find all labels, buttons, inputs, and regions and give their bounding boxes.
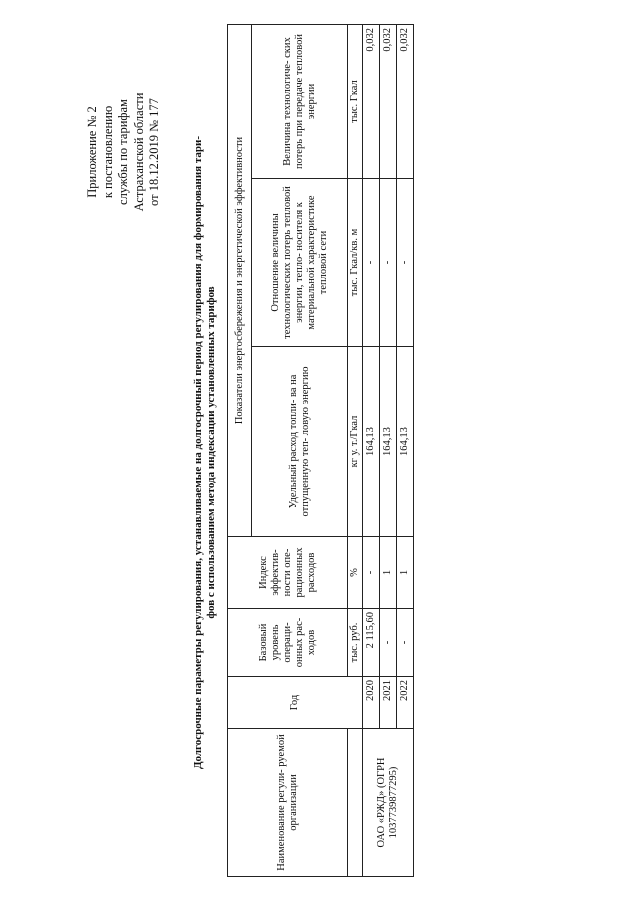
title-line: Долгосрочные параметры регулирования, устанавливаемые на долгосрочный период регулирования для формирования тари- — [192, 135, 204, 770]
efficiency-index-cell: 1 — [397, 537, 414, 609]
header-energy-group: Показатели энергосбережения и энергетической эффективности — [228, 24, 252, 536]
tech-losses-cell: 0,032 — [397, 24, 414, 178]
document-title — [192, 30, 218, 875]
table-row — [363, 24, 380, 876]
appendix-line: службы по тарифам — [116, 99, 130, 205]
title-line: фов с использованием метода индексации установленных тарифов — [205, 286, 217, 619]
fuel-rate-cell: 164,13 — [397, 347, 414, 537]
year-cell: 2021 — [380, 677, 397, 729]
base-level-cell: - — [380, 609, 397, 677]
unit-loss-ratio: тыс. Гкал/кв. м — [348, 179, 363, 347]
header-fuel-rate: Удельный расход топли- ва на отпущенную теп- ловую энергию — [252, 347, 348, 537]
header-efficiency-index: Индекс эффектив- ности опе- рационных расходов — [228, 537, 348, 609]
loss-ratio-cell: - — [397, 179, 414, 347]
tech-losses-cell: 0,032 — [380, 24, 397, 178]
header-tech-losses: Величина технологиче- ских потерь при передаче тепловой энергии — [252, 24, 348, 178]
year-cell: 2020 — [363, 677, 380, 729]
unit-tech-losses: тыс. Гкал — [348, 24, 363, 178]
organization-cell: ОАО «РЖД» (ОГРН 1037739877295) — [363, 729, 414, 877]
appendix-line: Приложение № 2 — [85, 106, 99, 198]
unit-fuel-rate: кг у. т./Гкал — [348, 347, 363, 537]
efficiency-index-cell: 1 — [380, 537, 397, 609]
fuel-rate-cell: 164,13 — [363, 347, 380, 537]
base-level-cell: 2 115,60 — [363, 609, 380, 677]
appendix-line: к постановлению — [100, 105, 115, 199]
tech-losses-cell: 0,032 — [363, 24, 380, 178]
year-cell: 2022 — [397, 677, 414, 729]
loss-ratio-cell: - — [363, 179, 380, 347]
appendix-block — [85, 42, 163, 262]
base-level-cell: - — [397, 609, 414, 677]
loss-ratio-cell: - — [380, 179, 397, 347]
header-base-level: Базовый уровень операци- онных рас- ходов — [228, 609, 348, 677]
header-year: Год — [228, 677, 363, 729]
unit-efficiency-index: % — [348, 537, 363, 609]
header-org: Наименование регули- руемой организации — [228, 729, 348, 877]
header-loss-ratio: Отношение величины технологических потерь тепловой энергии, тепло- носителя к материальной характеристике тепловой сети — [252, 179, 348, 347]
unit-empty — [348, 729, 363, 877]
efficiency-index-cell: - — [363, 537, 380, 609]
unit-base-level: тыс. руб. — [348, 609, 363, 677]
fuel-rate-cell: 164,13 — [380, 347, 397, 537]
parameters-table — [227, 24, 414, 877]
appendix-line: от 18.12.2019 № 177 — [147, 98, 161, 206]
appendix-line: Астраханской области — [131, 92, 146, 212]
